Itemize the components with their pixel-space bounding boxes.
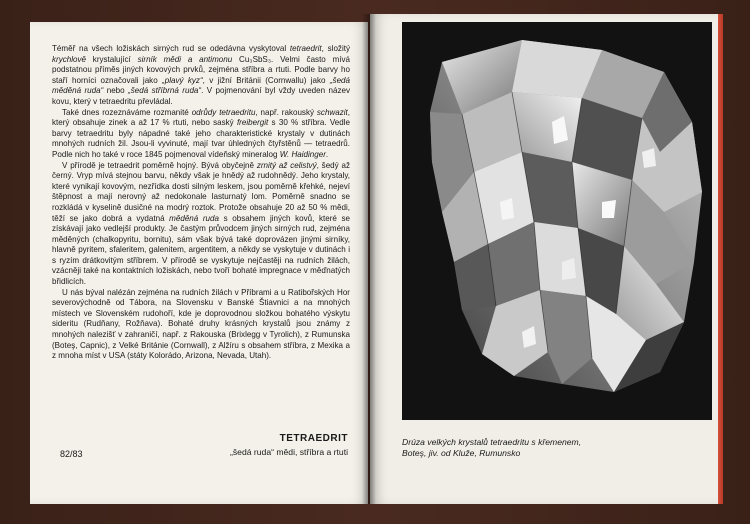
text-run: .	[325, 149, 329, 159]
italic-term: sirník mědi a antimonu	[137, 54, 233, 64]
text-run: , např. rakouský	[255, 107, 317, 117]
text-run: V přírodě je tetraedrit poměrně hojný. Bývá obyčejně	[62, 160, 257, 170]
text-run: Téměř na všech ložiskách sirných rud se odedávna vyskytoval	[52, 44, 290, 53]
text-run: , v jižní Británii (Cornwallu) jako	[202, 75, 330, 85]
italic-term: „šedá stříbrná ruda“	[128, 86, 202, 96]
mineral-subtitle: „šedá ruda“ mědi, stříbra a rtuti	[230, 447, 348, 457]
page-number: 82/83	[60, 449, 83, 459]
photo-caption	[402, 437, 702, 459]
text-run: s obsahem jiných kovů, které se získávají jako vedlejší produkty. Je častým průvodcem jiných sirných rud, zejména měděných (chalkopyritu, bornitu), sám však bývá také doprovázen jinými sirníky, hlavně pyritem, sfaleritem, galenitem, argentitem, a někdy se vyskytuje v dutinách i s ryzím drátkovitým stříbrem. V přírodě se vyskytuje nejčastěji na rudních žilách, vzácněji také na kontaktních ložiskách, nebo tvoří bohaté impregnace v měďnatých břidlicích.	[52, 213, 350, 287]
text-run: . V pojmenování byl vždy uveden název kovu, který v tetraedritu převládal.	[52, 86, 351, 106]
text-run: nebo	[103, 86, 129, 96]
mineral-photo	[402, 22, 712, 420]
text-run: krystalující	[86, 54, 138, 64]
italic-term: měděná ruda	[169, 213, 219, 223]
caption-line-1: Drúza velkých krystalů tetraedritu s křemenem,	[402, 437, 582, 447]
page-edge	[718, 14, 723, 504]
italic-term: zrnitý až celistvý	[256, 160, 317, 170]
text-run: , šedý až černý. Vryp mívá stejnou barvu, někdy však je hnědý až rudohnědý. Jeho krystaly, které vynikají kovovým, nezřídka dosti silným leskem, jsou poměrně křehké, nejeví štěpnost a mají nerovný až nedokonale lasturnatý lom. Poměrně snadno se rozkládá v kyselině dusičné na modrý roztok. Protože obsahuje 20 až 50 % mědi, těží se jako dobrá a vydatná	[52, 160, 350, 223]
italic-term: schwazit	[316, 107, 348, 117]
paragraph	[52, 44, 350, 108]
text-run: , složitý	[321, 44, 350, 53]
crystal-drusy-photo	[402, 22, 712, 420]
text-run: U nás býval nalézán zejména na rudních žilách v Příbrami a u Ratibořských Hor severovýchodně od Tábora, na Slovensku v Banské Štiavnici a na mnohých místech ve Slovenském rudohoří, kde je doprovodnou složkou bohatého výskytu sideritu (Rudňany, Rožňava). Bohaté druhy krásných krystalů jsou známy z mnohých nalezišť v zahraničí, např. z Rakouska (Brixlegg v Tyrolich), z Rumunska (Boteş, Capnic), z Velké Británie (Cornwall), z Alžíru s obsahem stříbra, z Mexika a z mnoha míst v USA (státy Kolorádo, Arizona, Nevada, Utah).	[52, 287, 350, 361]
text-run: Cu₃SbS₃. Velmi často mívá podstatnou příměs jiných kovových prvků, zejména stříbra a rtuti. Podle barvy ho staří horníci označovali jako	[52, 54, 351, 85]
italic-term: krychlově	[52, 54, 86, 64]
body-text	[52, 44, 350, 362]
text-run: s 30 % stříbra. Vedle barvy tetraedritu byly nápadné také jeho charakteristické krystaly v dutinách mnohých rudních žil. Jsou-li vyvinuté, mají tvar úhledných čtyřstěnů — tetraedrů. Podle nich ho také v roce 1845 pojmenoval vídeňský mineralog	[52, 118, 350, 159]
italic-term: W. Haidinger	[279, 149, 326, 159]
paragraph	[52, 161, 350, 288]
italic-term: freibergit	[236, 118, 269, 128]
book-spine	[362, 14, 376, 504]
italic-term: tetraedrit	[289, 44, 322, 53]
text-run: Také dnes rozeznáváme rozmanité	[62, 107, 192, 117]
italic-term: odrůdy tetraedritu	[191, 107, 256, 117]
caption-line-2: Boteş, jiv. od Kluže, Rumunsko	[402, 448, 521, 459]
paragraph	[52, 108, 350, 161]
mineral-title: TETRAEDRIT	[279, 433, 348, 444]
italic-term: „plavý kyz“	[162, 75, 203, 85]
paragraph	[52, 288, 350, 362]
italic-term: „šedá měděná ruda“	[52, 75, 351, 96]
text-run: , který obsahuje zinek a až 17 % rtuti, nebo saský	[52, 107, 351, 128]
